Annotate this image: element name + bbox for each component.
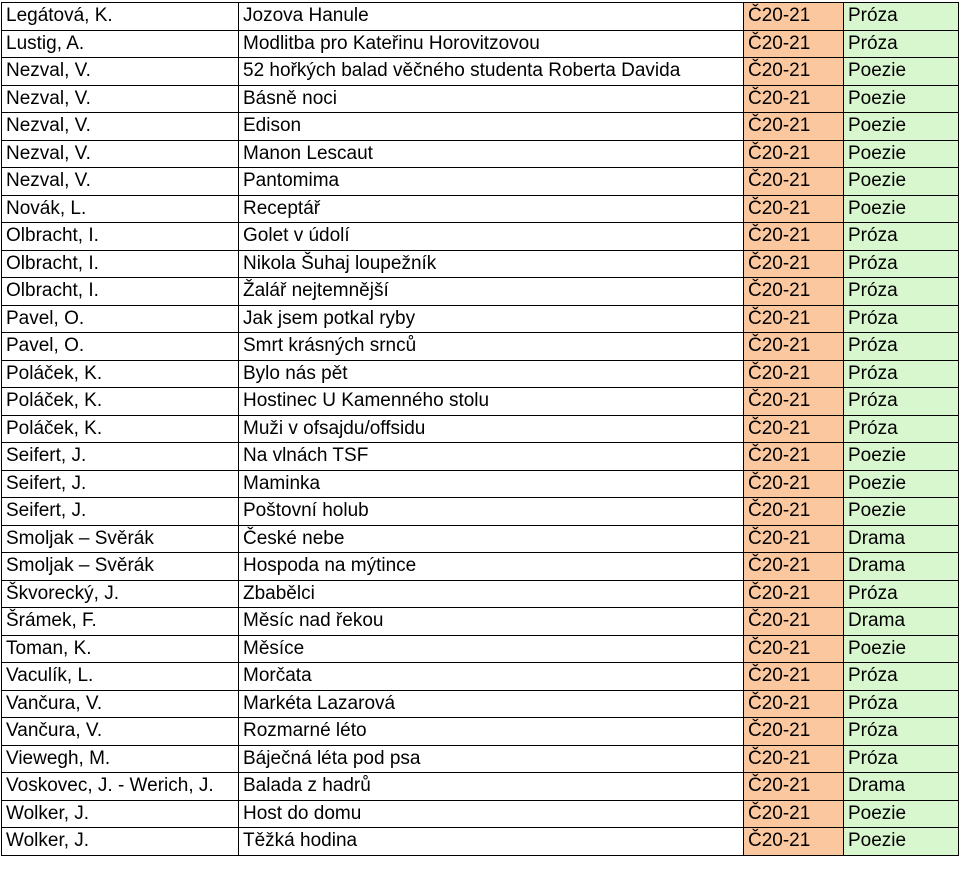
table-row: [2, 85, 959, 113]
author-cell: Vančura, V.: [2, 690, 239, 718]
title-cell: České nebe: [239, 525, 744, 553]
code-cell: Č20-21: [744, 580, 844, 608]
genre-cell: Poezie: [844, 635, 959, 663]
genre-cell: Próza: [844, 745, 959, 773]
table-row: [2, 140, 959, 168]
code-cell: Č20-21: [744, 333, 844, 361]
genre-cell: Próza: [844, 360, 959, 388]
genre-cell: Próza: [844, 388, 959, 416]
table-row: [2, 690, 959, 718]
title-cell: Rozmarné léto: [239, 718, 744, 746]
genre-cell: Poezie: [844, 470, 959, 498]
code-cell: Č20-21: [744, 3, 844, 31]
table-row: [2, 415, 959, 443]
title-cell: Měsíce: [239, 635, 744, 663]
table-row: [2, 470, 959, 498]
genre-cell: Poezie: [844, 140, 959, 168]
title-cell: Těžká hodina: [239, 828, 744, 856]
table-row: [2, 333, 959, 361]
title-cell: Zbabělci: [239, 580, 744, 608]
table-row: [2, 305, 959, 333]
genre-cell: Próza: [844, 415, 959, 443]
title-cell: Edison: [239, 113, 744, 141]
genre-cell: Próza: [844, 3, 959, 31]
title-cell: Hospoda na mýtince: [239, 553, 744, 581]
author-cell: Viewegh, M.: [2, 745, 239, 773]
author-cell: Smoljak – Svěrák: [2, 525, 239, 553]
author-cell: Nezval, V.: [2, 140, 239, 168]
genre-cell: Próza: [844, 663, 959, 691]
code-cell: Č20-21: [744, 113, 844, 141]
code-cell: Č20-21: [744, 745, 844, 773]
author-cell: Pavel, O.: [2, 333, 239, 361]
genre-cell: Próza: [844, 690, 959, 718]
genre-cell: Poezie: [844, 443, 959, 471]
title-cell: Golet v údolí: [239, 223, 744, 251]
table-row: [2, 800, 959, 828]
author-cell: Vaculík, L.: [2, 663, 239, 691]
author-cell: Voskovec, J. - Werich, J.: [2, 773, 239, 801]
table-row: [2, 443, 959, 471]
title-cell: Muži v ofsajdu/offsidu: [239, 415, 744, 443]
genre-cell: Drama: [844, 525, 959, 553]
code-cell: Č20-21: [744, 525, 844, 553]
title-cell: 52 hořkých balad věčného studenta Roberta Davida: [239, 58, 744, 86]
author-cell: Seifert, J.: [2, 443, 239, 471]
author-cell: Seifert, J.: [2, 498, 239, 526]
author-cell: Poláček, K.: [2, 360, 239, 388]
title-cell: Pantomima: [239, 168, 744, 196]
genre-cell: Próza: [844, 223, 959, 251]
table-row: [2, 663, 959, 691]
genre-cell: Poezie: [844, 85, 959, 113]
code-cell: Č20-21: [744, 85, 844, 113]
title-cell: Host do domu: [239, 800, 744, 828]
code-cell: Č20-21: [744, 223, 844, 251]
title-cell: Bylo nás pět: [239, 360, 744, 388]
table-row: [2, 745, 959, 773]
author-cell: Novák, L.: [2, 195, 239, 223]
code-cell: Č20-21: [744, 305, 844, 333]
table-row: [2, 223, 959, 251]
author-cell: Nezval, V.: [2, 58, 239, 86]
author-cell: Wolker, J.: [2, 800, 239, 828]
code-cell: Č20-21: [744, 58, 844, 86]
code-cell: Č20-21: [744, 498, 844, 526]
author-cell: Olbracht, I.: [2, 223, 239, 251]
title-cell: Jozova Hanule: [239, 3, 744, 31]
code-cell: Č20-21: [744, 140, 844, 168]
table-row: [2, 58, 959, 86]
table-row: [2, 388, 959, 416]
genre-cell: Poezie: [844, 800, 959, 828]
author-cell: Olbracht, I.: [2, 278, 239, 306]
code-cell: Č20-21: [744, 195, 844, 223]
author-cell: Poláček, K.: [2, 388, 239, 416]
genre-cell: Poezie: [844, 498, 959, 526]
title-cell: Básně noci: [239, 85, 744, 113]
genre-cell: Próza: [844, 250, 959, 278]
title-cell: Markéta Lazarová: [239, 690, 744, 718]
title-cell: Manon Lescaut: [239, 140, 744, 168]
author-cell: Nezval, V.: [2, 168, 239, 196]
table-row: [2, 828, 959, 856]
title-cell: Smrt krásných srnců: [239, 333, 744, 361]
table-row: [2, 773, 959, 801]
title-cell: Žalář nejtemnější: [239, 278, 744, 306]
title-cell: Měsíc nad řekou: [239, 608, 744, 636]
author-cell: Nezval, V.: [2, 85, 239, 113]
author-cell: Škvorecký, J.: [2, 580, 239, 608]
table-row: [2, 553, 959, 581]
code-cell: Č20-21: [744, 443, 844, 471]
genre-cell: Próza: [844, 305, 959, 333]
code-cell: Č20-21: [744, 168, 844, 196]
code-cell: Č20-21: [744, 30, 844, 58]
table-row: [2, 168, 959, 196]
author-cell: Poláček, K.: [2, 415, 239, 443]
genre-cell: Poezie: [844, 58, 959, 86]
code-cell: Č20-21: [744, 828, 844, 856]
author-cell: Lustig, A.: [2, 30, 239, 58]
table-row: [2, 718, 959, 746]
author-cell: Toman, K.: [2, 635, 239, 663]
genre-cell: Próza: [844, 30, 959, 58]
table-row: [2, 635, 959, 663]
title-cell: Jak jsem potkal ryby: [239, 305, 744, 333]
author-cell: Pavel, O.: [2, 305, 239, 333]
genre-cell: Drama: [844, 773, 959, 801]
code-cell: Č20-21: [744, 718, 844, 746]
genre-cell: Poezie: [844, 168, 959, 196]
author-cell: Smoljak – Svěrák: [2, 553, 239, 581]
table-row: [2, 3, 959, 31]
title-cell: Morčata: [239, 663, 744, 691]
genre-cell: Poezie: [844, 195, 959, 223]
code-cell: Č20-21: [744, 388, 844, 416]
genre-cell: Próza: [844, 333, 959, 361]
genre-cell: Próza: [844, 580, 959, 608]
author-cell: Šrámek, F.: [2, 608, 239, 636]
author-cell: Seifert, J.: [2, 470, 239, 498]
table-row: [2, 608, 959, 636]
author-cell: Olbracht, I.: [2, 250, 239, 278]
table-row: [2, 195, 959, 223]
table-row: [2, 580, 959, 608]
title-cell: Hostinec U Kamenného stolu: [239, 388, 744, 416]
code-cell: Č20-21: [744, 553, 844, 581]
author-cell: Legátová, K.: [2, 3, 239, 31]
genre-cell: Drama: [844, 553, 959, 581]
title-cell: Nikola Šuhaj loupežník: [239, 250, 744, 278]
title-cell: Poštovní holub: [239, 498, 744, 526]
author-cell: Nezval, V.: [2, 113, 239, 141]
genre-cell: Poezie: [844, 113, 959, 141]
title-cell: Na vlnách TSF: [239, 443, 744, 471]
author-cell: Vančura, V.: [2, 718, 239, 746]
table-row: [2, 30, 959, 58]
genre-cell: Próza: [844, 718, 959, 746]
title-cell: Receptář: [239, 195, 744, 223]
book-list-table: [1, 2, 959, 856]
code-cell: Č20-21: [744, 635, 844, 663]
code-cell: Č20-21: [744, 690, 844, 718]
table-row: [2, 278, 959, 306]
code-cell: Č20-21: [744, 250, 844, 278]
title-cell: Modlitba pro Kateřinu Horovitzovou: [239, 30, 744, 58]
table-row: [2, 360, 959, 388]
genre-cell: Próza: [844, 278, 959, 306]
code-cell: Č20-21: [744, 278, 844, 306]
code-cell: Č20-21: [744, 360, 844, 388]
title-cell: Báječná léta pod psa: [239, 745, 744, 773]
table-row: [2, 525, 959, 553]
code-cell: Č20-21: [744, 800, 844, 828]
genre-cell: Poezie: [844, 828, 959, 856]
table-row: [2, 250, 959, 278]
genre-cell: Drama: [844, 608, 959, 636]
code-cell: Č20-21: [744, 415, 844, 443]
code-cell: Č20-21: [744, 470, 844, 498]
title-cell: Balada z hadrů: [239, 773, 744, 801]
code-cell: Č20-21: [744, 608, 844, 636]
title-cell: Maminka: [239, 470, 744, 498]
table-row: [2, 498, 959, 526]
author-cell: Wolker, J.: [2, 828, 239, 856]
code-cell: Č20-21: [744, 773, 844, 801]
table-row: [2, 113, 959, 141]
table-body: [2, 3, 959, 856]
code-cell: Č20-21: [744, 663, 844, 691]
